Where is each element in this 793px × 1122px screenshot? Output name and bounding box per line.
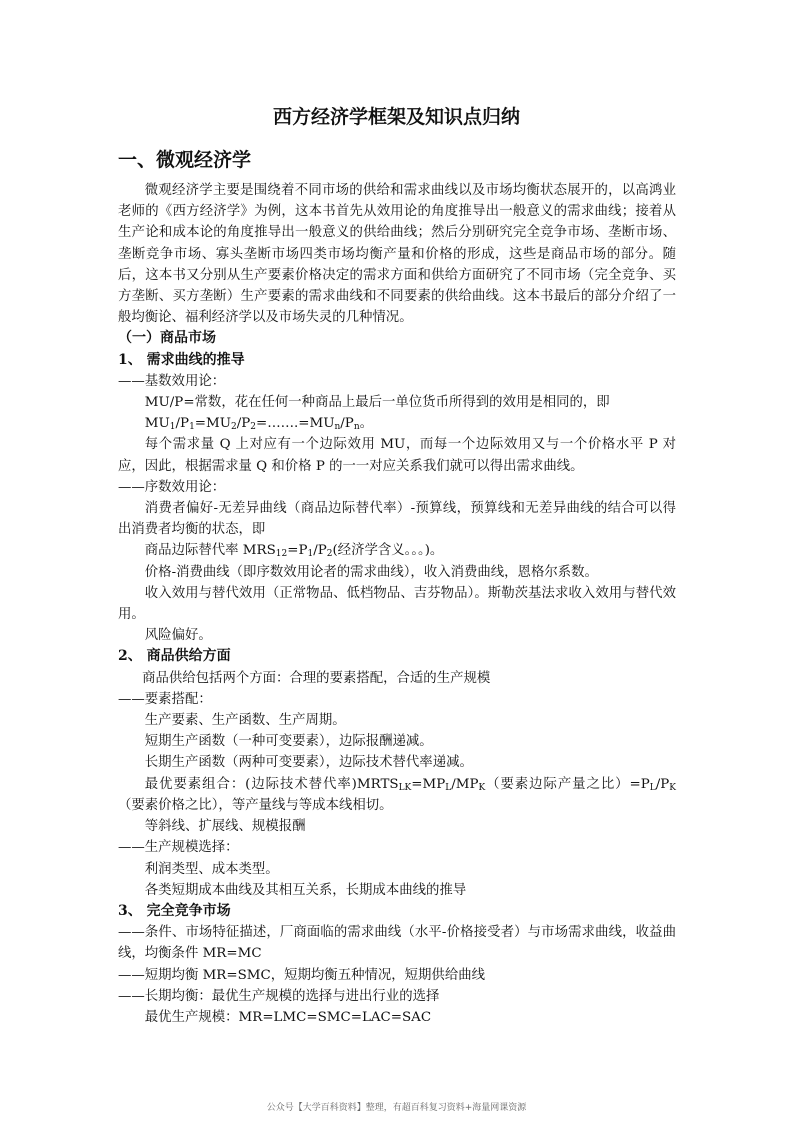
pc-optimal-scale-line: 最优生产规模：MR=LMC=SMC=LAC=SAC (144, 1009, 432, 1025)
document-body (118, 180, 676, 1028)
isoclines-line: 等斜线、扩展线、规模报酬 (144, 819, 306, 835)
ordinal-paragraph: 消费者偏好-无差异曲线（商品边际替代率）-预算线，预算线和无差异曲线的结合可以得出消费者均衡的状态，即 (118, 501, 676, 538)
cost-curves-line: 各类短期成本曲线及其相互关系，长期成本曲线的推导 (144, 882, 467, 898)
income-substitution-paragraph: 收入效用与替代效用（正常物品、低档物品、吉芬物品）。斯勒茨基法求收入效用与替代效用。 (118, 585, 676, 623)
short-run-function-line: 短期生产函数（一种可变要素），边际报酬递减。 (144, 734, 433, 750)
ordinal-utility-label: ——序数效用论： (118, 479, 226, 495)
mrs-equation: 商品边际替代率 $MRS_{12}=P_1/P_2$(经济学含义。。。)。 (144, 543, 444, 560)
price-consumption-line: 价格-消费曲线（即序数效用论者的需求曲线），收入消费曲线，恩格尔系数。 (144, 564, 598, 580)
heading-perfect-competition: 3、 完全竞争市场 (118, 902, 231, 919)
mu-equation: $MU_1/P_1=MU_2/P_2=\dots\dots.=MU_n/P_n$。 (144, 416, 374, 433)
pc-conditions-paragraph: ——条件、市场特征描述，厂商面临的需求曲线（水平-价格接受者）与市场需求曲线，收益曲线，均衡条件 MR=MC (118, 925, 676, 962)
supply-two-aspects: 商品供给包括两个方面：合理的要素搭配，合适的生产规模 (142, 670, 491, 686)
document-title: 西方经济学框架及知识点归纳 (272, 106, 520, 128)
factor-mix-label: ——要素搭配： (118, 691, 212, 707)
profit-cost-types-line: 利润类型、成本类型。 (144, 861, 279, 877)
page-footer: 公众号【大学百科资料】整理，有超百科复习资料+海量网课资源 (266, 1103, 527, 1113)
risk-preference-line: 风险偏好。 (144, 628, 212, 644)
subsection-heading-goods-market: （一）商品市场 (118, 330, 216, 347)
mu-demand-paragraph: 每个需求量 Q 上对应有一个边际效用 MU，而每一个边际效用又与一个价格水平 P 对应，因此，根据需求量 Q 和价格 P 的一一对应关系我们就可以得出需求曲线。 (118, 437, 676, 474)
cardinal-utility-label: ——基数效用论： (118, 373, 226, 389)
pc-long-run-line: ——长期均衡：最优生产规模的选择与进出行业的选择 (118, 988, 440, 1004)
scale-choice-label: ——生产规模选择： (118, 840, 239, 856)
long-run-function-line: 长期生产函数（两种可变要素），边际技术替代率递减。 (144, 755, 473, 771)
mu-paragraph-line1: MU/P=常数，花在任何一种商品上最后一单位货币所得到的效用是相同的，即 (144, 395, 610, 411)
optimal-combination-paragraph: 最优要素组合：(边际技术替代率)$MRTS_{LK}=MP_L/MP_K$（要素边际产量之比）$=P_L/P_K$（要素价格之比），等产量线与等成本线相切。 (118, 776, 676, 813)
heading-supply: 2、 商品供给方面 (118, 648, 231, 665)
heading-demand-curve: 1、 需求曲线的推导 (118, 351, 245, 368)
section-heading-micro: 一、微观经济学 (118, 149, 252, 171)
intro-paragraph: 微观经济学主要是围绕着不同市场的供给和需求曲线以及市场均衡状态展开的，以高鸿业老师的《西方经济学》为例，这本书首先从效用论的角度推导出一般意义的需求曲线；接着从生产论和成本论的角度推导出一般意义的供给曲线；然后分别研究完全竞争市场、垄断市场、垄断竞争市场、寡头垄断市场四类市场均衡产量和价格的形成，这些是商品市场的部分。随后，这本书又分别从生产要素价格决定的需求方面和供给方面研究了不同市场（完全竞争、买方垄断、买方垄断）生产要素的需求曲线和不同要素的供给曲线。这本书最后的部分介绍了一般均衡论、福利经济学以及市场失灵的几种情况。 (118, 183, 676, 326)
pc-short-run-line: ——短期均衡 MR=SMC，短期均衡五种情况，短期供给曲线 (118, 967, 485, 983)
production-elements-line: 生产要素、生产函数、生产周期。 (144, 713, 346, 729)
